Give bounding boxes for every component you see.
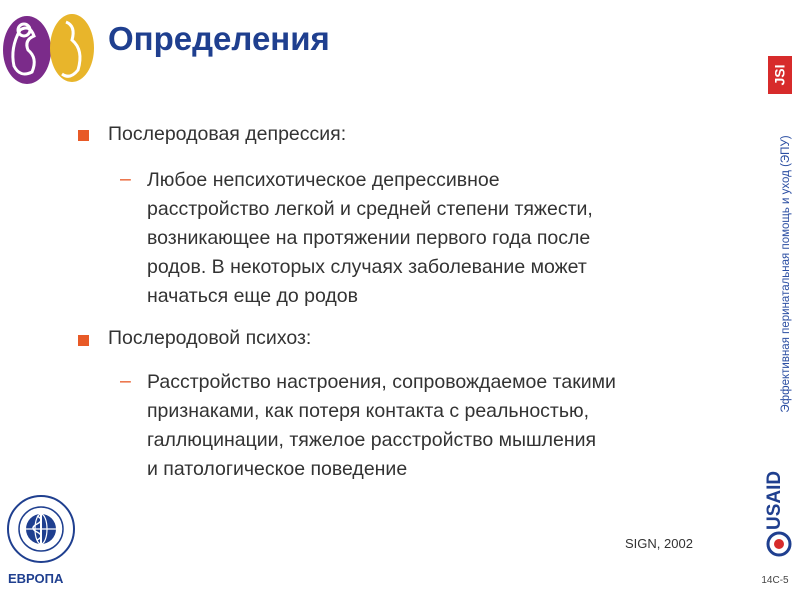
bullet-line: родов. В некоторых случаях заболевание может [147,256,587,278]
bullet-heading: Послеродовая депрессия: [108,123,347,145]
side-caption-text: Эффективная перинатальная помощь и уход (ЭПУ) [780,135,792,413]
bullet-line: расстройство легкой и средней степени тяжести, [147,198,593,220]
bullet-line: признаками, как потеря контакта с реальностью, [147,400,590,422]
side-caption [776,128,796,420]
dash-icon: – [120,370,131,392]
bullet-marker-icon [78,130,89,141]
usaid-logo [762,452,796,560]
page-number: 14С-5 [761,575,789,586]
jsi-logo: JSI [768,56,792,94]
bullet-line: начаться еще до родов [147,285,358,307]
bullet-line: и патологическое поведение [147,458,408,480]
bullet-line: галлюцинации, тяжелое расстройство мышления [147,429,597,451]
bullet-line: Любое непсихотическое депрессивное [147,169,500,191]
page-title: Определения [108,20,330,57]
bullet-heading: Послеродовой психоз: [108,327,312,349]
pregnancy-logo-icon [0,8,95,88]
bullet-marker-icon [78,335,89,346]
bullet-line: Расстройство настроения, сопровождаемое такими [147,371,616,393]
who-europe-label: ЕВРОПА [8,571,64,586]
usaid-text: USAID [764,470,785,530]
who-emblem-icon [6,494,76,564]
bullet-line: возникающее на протяжении первого года после [147,227,591,249]
source-citation: SIGN, 2002 [625,536,693,551]
dash-icon: – [120,168,131,190]
